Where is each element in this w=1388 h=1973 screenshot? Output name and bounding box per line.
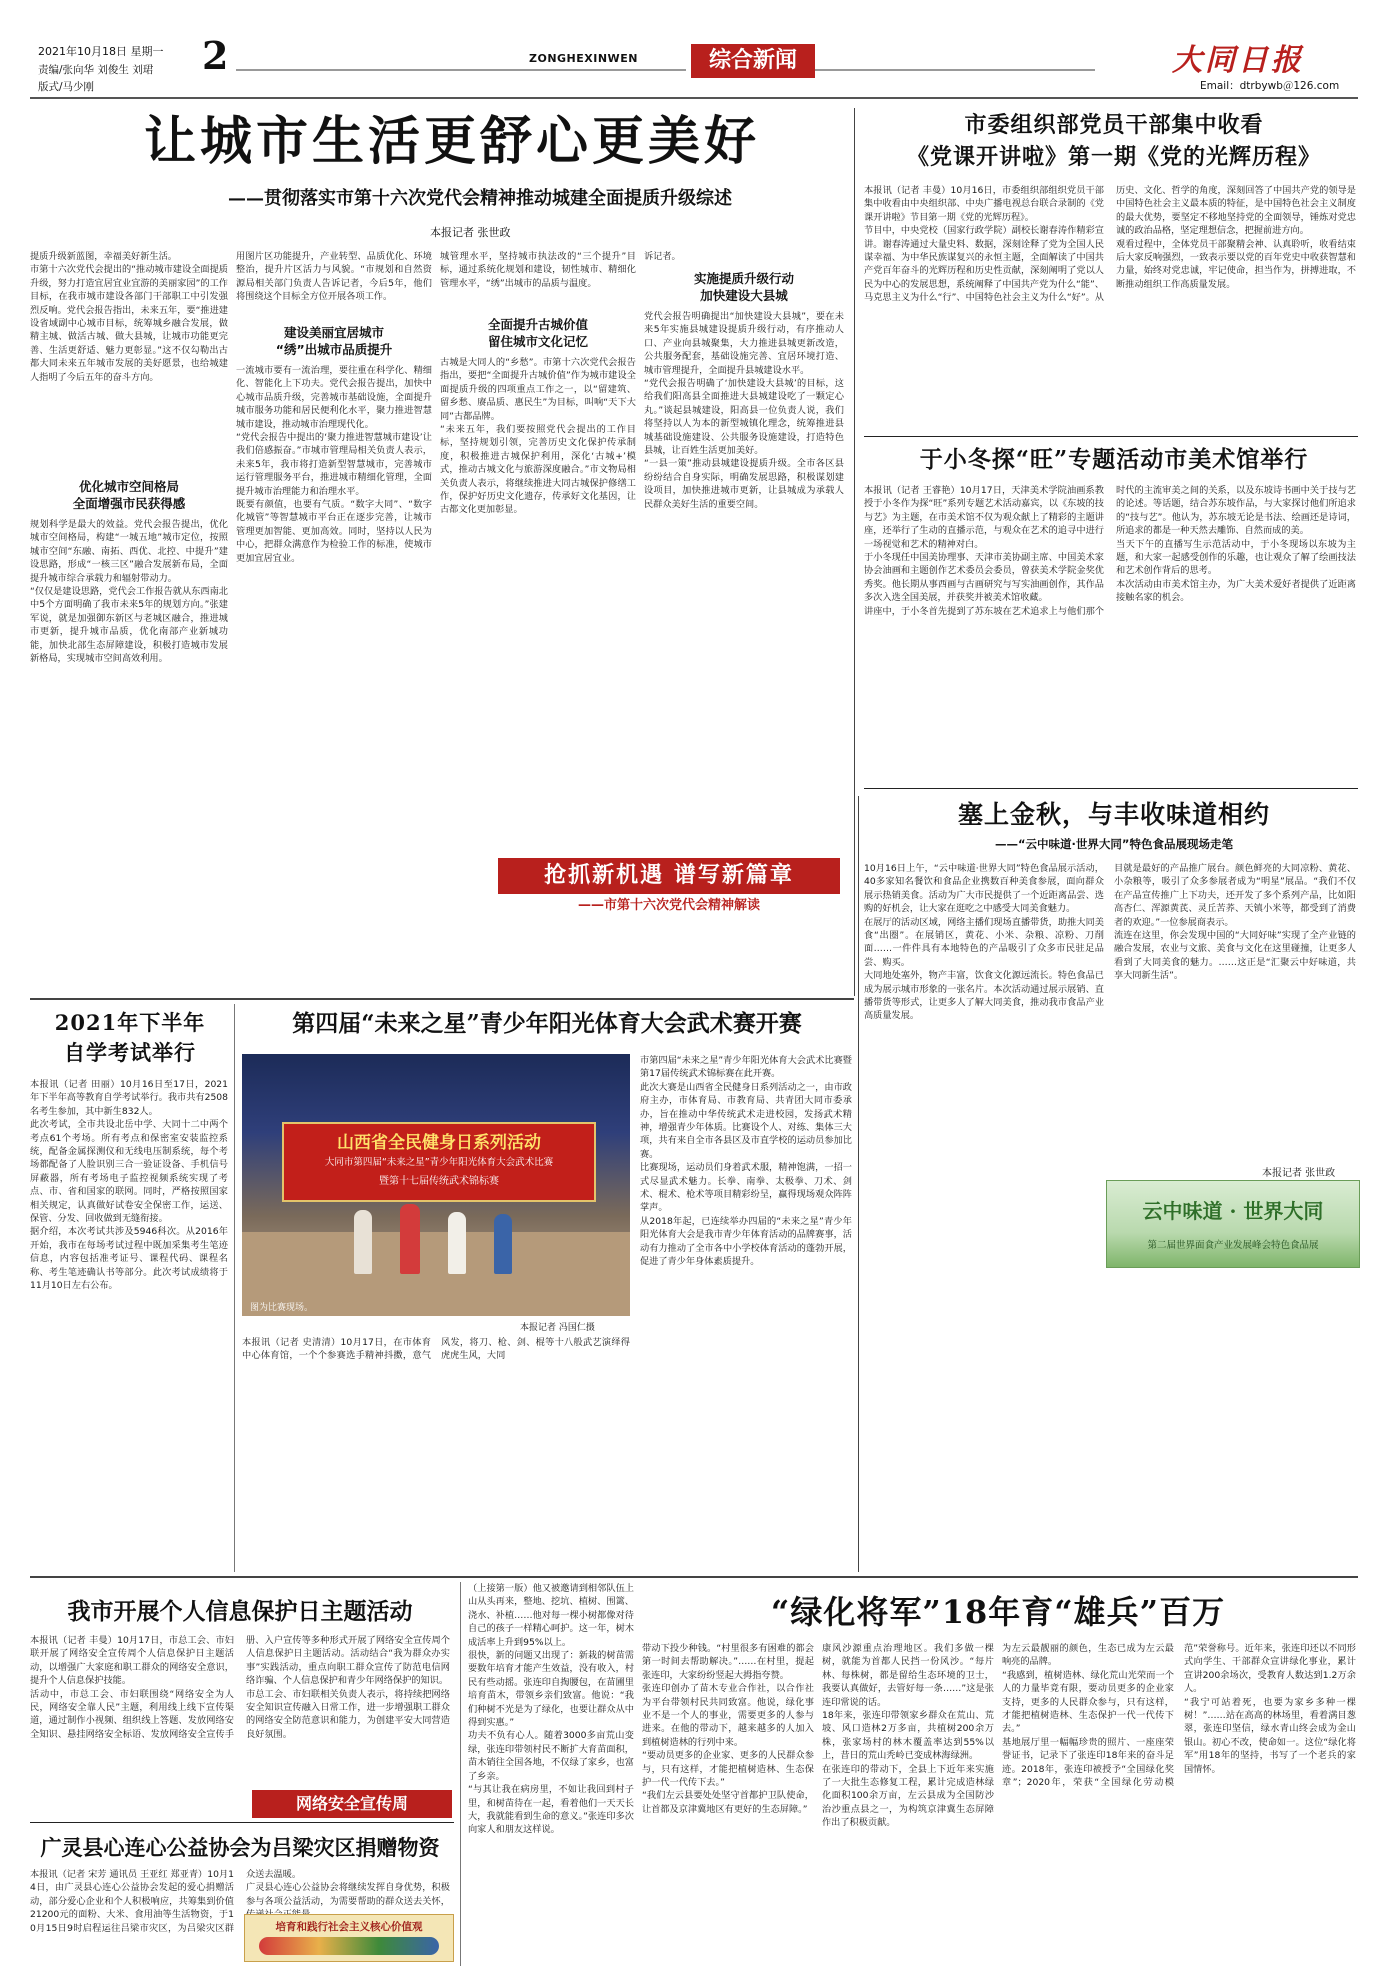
lead-title: 让城市生活更舒心更美好 [144,111,761,172]
martial-photo [242,1054,630,1316]
r1-title-line1: 市委组织部党员干部集中收看 [964,112,1264,138]
masthead-rule-right [815,69,1095,71]
r3-ad [1106,1180,1360,1268]
b2-text: 本报讯（记者 宋芳 通讯员 王亚红 郑亚青）10月14日，由广灵县心连心公益协会发起的爱心捐赠活动，部分爱心企业和个人积极响应，共筹集到价值21200元的面粉、大米、食用油等生活物资，于10月15日9时启程运往吕梁市灾区，为吕梁灾区群众送去温暖。 广灵县心连心公益协会将继续发挥自身优势，积极参与各项公益活动，为需要帮助的群众送去关怀， [30,1869,450,1934]
green-text: （上接第一版）他又被邀请到相邻队伍上山从头再来，整地、挖坑、植树、围篱、浇水、补植……他对每一棵小树都像对待自己的孩子一样精心呵护。这一年，树木成活率上升到95%以上。 很快，新的问题又出现了：新栽的树苗需要数年培育才能产生效益，没有收入，村民有些动摇。张连印自掏腰包，在苗圃里培育苗木，带领乡亲们致富。他说：“我们种树不光是为了绿化，也要让群众从中得到实惠。” 功夫不负有心人。随着3000多亩荒山变绿，张连印带领村民不断扩大育苗面积，苗木销往全国各地，不仅绿了家乡，也富了乡亲。 “与其让我在病房里，不如让我回到村子里，和树苗待在一起，看着他们一天天长大，我就能看到生命的意义。”张连印多次向家人和朋友这样说。 [468,1583,634,1836]
banner-title: 抢抓新机遇 谱写新篇章 [498,858,840,894]
lead-col4-body: 党代会报告明确提出“加快建设大县城”，要在未来5年实施县城建设提质升级行动，有序推动人口、产业向县城聚集，大力推进县城更新改造，公共服务配套，基础设施完善、宜居环境打造、城市管理提升，全面提升县城建设水平。 “党代会报告明确了‘加快建设大县城’的目标，这给我们阳高县全面推进大县城建设吃了一颗定心丸。”谈起县城建设，阳高县一位负责人说，我们将坚持以人为本的新型城镇化理念，统筹推进县城基础设施建设、公共服务设施建设，打造特色县城，让百姓生活更加美好。 “一县一策”推动县城建设提质升级。全市各区县纷纷结合自身实际，明确发展思路，积极谋划建设项目，加快推进城市更新，让县城成为承载人民群众美好生活的重要空间。 [644,311,844,510]
logo: 大同日报 [1172,43,1304,78]
b2-title: 广灵县心连心公益协会为吕梁灾区捐赠物资 [40,1835,440,1860]
lead-col1-intro: 提质升级新蓝图，幸福美好新生活。 市第十六次党代会提出的“推动城市建设全面提质升级，努力打造宜居宜业宜游的美丽家园”的工作目标，在我市城市建设各部门干部职工中引发强烈反响。党代会报告指出，未来五年，要“推进建设省域副中心城市目标，统筹城乡融合发展，做精主城、做活古城、做大县城，让城市功能更完善、生活更舒适、魅力更彰显。”这不仅勾勒出古都大同未来五年城市发展的美好愿景，也给城建人指明了今后五年的奋斗方向。 [30,251,228,383]
photo-athlete-3 [448,1212,466,1274]
martial-credit: 本报记者 冯国仁摄 [520,1323,595,1333]
lead-col3-body: 古城是大同人的“乡愁”。市第十六次党代会报告指出，要把“全面提升古城价值”作为城市建设全面提质升级的四项重点工作之一，以“留建筑、留乡愁、赓品质、惠民生”为目标，叫响“天下大同”古都品牌。 “未来五年，我们要按照党代会提出的工作目标，坚持规划引领，完善历史文化保护传承制度，积极推进古城保护利用，深化‘古城+’模式，推动古城文化与旅游深度融合。”市文物局相关负责人表示，将继续推进大同古城保护修缮工作，保护好历史文化遗存，传承好文化基因，让古都文化更加彰显。 [440,357,636,516]
photo-banner-line1: 山西省全民健身日系列活动 [337,1133,541,1153]
r1-rule [864,436,1358,437]
r3-ad-subtitle: 第二届世界面食产业发展峰会特色食品展 [1147,1240,1319,1251]
lead-col3-subhead: 全面提升古城价值 留住城市文化记忆 [487,317,588,349]
b1-title: 我市开展个人信息保护日主题活动 [67,1598,413,1625]
b2-ad [244,1914,454,1962]
r3-text2: 目就是最好的产品推广展台。颜色鲜亮的大同凉粉、黄花、小杂粮等，吸引了众多参展者成为“明星”展品。“我们不仅在产品宣传推广上下功夫，还开发了多个系列产品，比如阳高杏仁、浑源黄芪、灵丘苦荞、天镇小米等，都受到了消费者的欢迎。”一位参展商表示。 流连在这里，你会发现中国的“大同好味”实现了全产业链的融合发展，农业与文旅、美食与文化在这里碰撞，让更多人看到了大同美食的魅力。……这正是“汇聚云中好味道，共享大同新生活”。 [1114,863,1356,982]
layout-editor: 版式/马少刚 [38,81,95,93]
r2-title: 于小冬探“旺”专题活动市美术馆举行 [919,446,1309,473]
exam-title: 2021年下半年 自学考试举行 [54,1010,206,1065]
r2-rule [864,788,1358,789]
email: Email：dtrbywb＠126.com [1200,80,1340,92]
r3-text: 10月16日上午，“云中味道·世界大同”特色食品展示活动，40多家知名餐饮和食品企业携数百种美食参展，面向群众展示热销美食。活动为广大市民提供了一个近距离品尝、选购的好机会，让大家在逛吃之中感受大同美食魅力。 在展厅的活动区域，网络主播们现场直播带货，助推大同美食“出圈”。在展销区，黄花、小米、杂粮、凉粉、刀削面……一件件具有本地特色的产品吸引了众多市民驻足品尝、购买。 大同地处塞外，物产丰富，饮食文化源远流长。特色食品已成为展示城市形象的一张名片。本次活动通过展示展销、直播带货等形式，让更多人了解大同美食，推动我市食品产业高质量发展。 [864,863,1104,1022]
green-text2: 带动下投少种钱。“村里很多有困难的都会第一时间去帮助解决。”……在村里，提起张连印，大家纷纷竖起大拇指夸赞。 张连印创办了苗木专业合作社，以合作社为平台带领村民共同致富。他说，绿化事业不是一个人的事业，需要更多的人参与进来。在他的带动下，越来越多的人加入到植树造林的行列中来。 “要动员更多的企业家、更多的人民群众参与，只有这样，才能把植树造林、生态保护一代一代传下去。” “我们左云县要处处坚守首都护卫队使命，让首都及京津冀地区有更好的生态屏障。” [642,1643,814,1815]
lead-subtitle: ——贯彻落实市第十六次党代会精神推动城建全面提质升级综述 [228,188,732,209]
bottom-divider [460,1582,461,1966]
b1-rule [30,1822,454,1823]
lead-col4-subhead: 实施提质升级行动 加快建设大县城 [693,271,794,303]
masthead-bottom-rule [30,97,1358,99]
b2-ad-graphic [259,1937,439,1955]
mid-rule [30,998,854,1000]
lead-col1-subhead: 优化城市空间格局 全面增强市民获得感 [72,479,186,511]
masthead-rule [236,69,686,71]
green-text4: 为左云最靓丽的颜色，生态已成为左云最响亮的品牌。 “我感到，植树造林、绿化荒山光荣而一个人的力量毕竟有限，要动员更多的企业家支持，更多的人民群众参与，只有这样，才能把植树造林、生态保护一代一代传下去。” 基地展厅里一幅幅珍贵的照片、一座座荣誉证书，记录下了张连印18年来的奋斗足迹。2018年，张连印被授予“全国绿化奖章”；2020年，荣获“全国绿化劳动模范”荣誉称号。近年来，张连印还以不同形式向学生、干部群众宣讲绿化事业，累计宣讲200余场次，受教育人数达到1.2万余人。 “我宁可站着死，也要为家乡多种一棵树！”……站在高高的林场里，看着满目葱翠，张连印坚信，绿水青山终会成为金山银山。初心不改，使命如一。这位“绿化将军”用18年的坚持，书写了一个老兵的家国情怀。 [1002,1643,1356,1789]
martial-text2: 市第四届“未来之星”青少年阳光体育大会武术比赛暨第17届传统武术锦标赛在此开赛。 此次大赛是山西省全民健身日系列活动之一，由市政府主办，市体育局、市教育局、共青团大同市委承办，旨在推动中华传统武术走进校园，发扬武术精神，增强青少年体质。比赛设个人、对练、集体三大项，共有来自全市各县区及市直学校的运动员参加比赛。 比赛现场，运动员们身着武术服，精神饱满，一招一式尽显武术魅力。长拳、南拳、太极拳、刀术、剑术、棍术、枪术等项目精彩纷呈，赢得现场观众阵阵掌声。 从2018年起，已连续举办四届的“未来之星”青少年阳光体育大会是我市青少年体育活动的品牌赛事，活动有力推动了全市各中小学校体育活动的蓬勃开展，促进了青少年身体素质提升。 [640,1055,852,1268]
banner-subtitle: ——市第十六次党代会精神解读 [498,894,840,918]
b2-ad-text: 培育和践行社会主义核心价值观 [275,1921,423,1933]
photo-banner-line2: 大同市第四届“未来之星”青少年阳光体育大会武术比赛 [324,1157,554,1168]
page-number: 2 [202,33,229,78]
exam-divider [234,1004,235,1572]
photo-athlete-2 [400,1204,420,1274]
r3-subtitle: ——“云中味道·世界大同”特色食品展现场走笔 [995,837,1233,851]
editors: 责编/张向华 刘俊生 刘珺 [38,64,154,76]
lead-divider [854,108,855,996]
photo-athlete-4 [494,1214,512,1274]
photo-athlete-1 [354,1210,372,1274]
martial-caption: 图为比赛现场。 [250,1303,314,1313]
date: 2021年10月18日 星期一 [38,45,164,58]
r1-text: 本报讯（记者 丰曼）10月16日，市委组织部组织党员干部集中收看由中央组织部、中央广播电视总台联合录制的《党课开讲啦》节目第一期《党的光辉历程》。 节目中，中央党校（国家行政学院）副校长谢春涛作精彩宣讲。谢春涛通过大量史料、数据，深刻诠释了党为全国人民谋幸福、为中华民族谋复兴的永恒主题，全面解读了中国共产党百年奋斗的光辉历程和历史性贡献，深刻阐明了党以人民为中心的发展思想，系统阐释了中国共产党为什么“能”、马克思主义为什么“行”、中国特色社会主义为什么“好”。从历史、文化、哲学的角度，深刻回答了中国共产党的领导是中国特色社会主义最本质的特征，是中国特色社会主义制度的最大优势，要坚定不移地坚持党的全面领导，锤炼对党忠诚的政治品格，坚定理想信念，把握前进方向。 观看过程中，全体党员干部聚精会神、认真聆听，收看结束后大家反响强烈，一致表示要以党的百年党史中收获智慧和力量，始终对党忠诚，牢记使命，担当作为，拼搏进取，不断推动组织工作高质量发展。 [864,185,1356,304]
lead-col2-intro: 用图片区功能提升，产业转型、品质优化、环境整治，提升片区活力与风貌。“市规划和自然资源局相关部门负责人告诉记者，今后5年，他们将围绕这个目标全方位开展各项工作。 [236,251,432,303]
masthead [0,0,1388,96]
photo-banner-line3: 暨第十七届传统武术锦标赛 [379,1176,499,1187]
lead-col4-intro: 诉记者。 [644,251,681,262]
lead-col3-intro: 城管理水平，坚持城市执法改的“三个提升”目标，通过系统化规划和建设，韧性城市、精细化管理水平，“绣”出城市的品质与温度。 [440,251,636,289]
r3-credit: 本报记者 张世政 [1262,1168,1336,1179]
banner-box [498,858,840,920]
green-title: “绿化将军”18年育“雄兵”百万 [770,1593,1226,1631]
lead-col1-body: 规划科学是最大的效益。党代会报告提出，优化城市空间格局，构建“一城五地”城市定位，按照城市空间“东融、南拓、西优、北控、中提升”建设思路，形成“一核三区”融合发展新布局，全面提升城市综合承载力和辐射带动力。 “仅仅是建设思路，党代会工作报告就从东西南北中5个方面明确了我市未来5年的规划方向。”张建军说，就是加强御东新区与老城区融合，推进城市更新，提升城市品质，优化南部产业新城功能，加快北部生态屏障建设，积极打造城市发展新格局，实现城市空间高效利用。 [30,519,228,665]
lead-col2-body: 一流城市要有一流治理，要往重在科学化、精细化、智能化上下功夫。党代会报告提出，加快中心城市品质升级，完善城市基础设施，全面提升城市服务功能和居民便利化水平，聚力推进智慧城市建设，推动城市治理现代化。 “党代会报告中提出的‘聚力推进智慧城市建设’让我们倍感振奋。”市城市管理局相关负责人表示，未来5年，我市将打造新型智慧城市，完善城市运行管理服务平台，推进城市精细化管理，全面提升城市治理能力和治理水平。 既要有颜值，也要有气质。“数字大同”、“数字化城管”等智慧城市平台正在逐步完善，让城市管理更加智能、更加高效。同时，坚持以人民为中心，把群众满意作为检验工作的标准，使城市更加宜居宜业。 [236,365,432,564]
lead-col2-subhead: 建设美丽宜居城市 “绣”出城市品质提升 [275,325,393,357]
lead-byline: 本报记者 张世政 [430,226,511,239]
section-label: 综合新闻 [691,44,815,78]
martial-title: 第四届“未来之星”青少年阳光体育大会武术赛开赛 [292,1010,802,1037]
r3-ad-title: 云中味道 · 世界大同 [1142,1199,1324,1223]
exam-text: 本报讯（记者 田丽）10月16日至17日，2021年下半年高等教育自学考试举行。我市共有2508名考生参加，其中新生832人。 此次考试，全市共设北岳中学、大同十二中两个考点61个考场。所有考点和保密室安装监控系统，配备金属探测仪和无线电压制系统，每个考场都配备了人脸识别三合一验证设备、手机信号屏蔽器，所有考场电子监控视频系统实现了考点、市、省和国家的联网。同时，严格按照国家相关规定，认真做好试卷安全保密工作，运送、保管、分发、回收做到无缝衔接。 据介绍，本次考试共涉及5946科次。从2016年开始，我市在每场考试过程中既加采集考生笔迹信息，内容包括准考证号、课程代码、课程名称、考生笔迹确认书等部分。此次考试成绩将于11月10日左右公布。 [30,1079,228,1292]
r1-title-line2: 《党课开讲啦》第一期《党的光辉历程》 [906,144,1321,170]
martial-text1: 本报讯（记者 史清清）10月17日，在市体育中心体育馆，一个个参赛选手精神抖擞，意气风发，将刀、枪、剑、棍等十八般武艺演绎得虎虎生风，大同 [242,1337,630,1362]
martial-divider [858,796,859,1572]
b1-tag: 网络安全宣传周 [252,1790,452,1818]
r2-text: 本报讯（记者 王睿艳）10月17日，天津美术学院油画系教授于小冬作为探“旺”系列专题艺术活动嘉宾，以《东坡的技与艺》为主题，在市美术馆不仅为观众献上了精彩的主题讲座，还举行了生动的直播示范，与观众在艺术的追寻中进行一场视觉和艺术的精神对白。 于小冬现任中国美协理事、天津市美协副主席、中国美术家协会油画和主题创作艺术委员会委员，曾获美术学院金奖优秀奖。他长期从事西画与古画研究与写实油画创作，其作品多次入选全国美展，并获奖并被美术馆收藏。 讲座中，于小冬首先提到了苏东坡在艺术追求上与他们那个时代的主流审美之间的关系，以及东坡诗书画中关于技与艺的论述。等话题，结合苏东坡作品，与大家探讨他们所追求的“技与艺”。他认为，苏东坡无论是书法、绘画还是诗词，所追求的都是一种天然去雕饰、自然而成的美。 当天下午的直播写生示范活动中，于小冬现场以东坡为主题，和大家一起感受创作的乐趣，也让观众了解了绘画技法和艺术创作背后的思考。 本次活动由市美术馆主办，为广大美术爱好者提供了近距离接触名家的机会。 [864,485,1356,617]
section-pinyin: ZONGHEXINWEN [529,52,638,65]
bottom-rule [30,1576,1358,1578]
green-text3: 康风沙源重点治理地区。我们多做一棵树，就能为首都人民挡一份风沙。“每片林、每株树，都是留给生态环境的卫士，我要认真做好，去管好每一条……”这是张连印常说的话。 18年来，张连印带领家乡群众在荒山、荒坡、风口造林2万多亩，共植树200余万株，张家场村的林木覆盖率达到55%以上，昔日的荒山秃岭已变成林海绿洲。 在张连印的带动下，全县上下近年来实施了一大批生态修复工程，累计完成造林绿化面积100余万亩，左云县成为全国防沙治沙重点县之一，为构筑京津冀生态屏障作出了积极贡献。 [822,1643,994,1829]
r3-title: 塞上金秋，与丰收味道相约 [957,800,1270,829]
b1-text: 本报讯（记者 丰曼）10月17日，市总工会、市妇联开展了网络安全宣传周个人信息保护日主题活动，以增强广大家庭和职工群众的网络安全意识，提升个人信息保护技能。 活动中，市总工会、市妇联围绕“网络安全为人民，网络安全靠人民”主题，利用线上线下宣传渠道，通过制作小视频、组织线上答题、发放网络安全知识、悬挂网络安全标语、发放网络安全宣传手册、入户宣传等多种形式开展了网络安全宣传周个人信息保护日主题活动。活动结合“我为群众办实事”实践活动，重点向职工群众宣传了防范电信网络诈骗、个人信息保护和青少年网络保护的知识。 市总工会、市妇联相关负责人表示，将持续把网络安全知识宣传融入日常工作，进一步增强职工群众的网络安全防范意识和能力，为创建平安大同营造良好氛围。 [30,1635,450,1740]
